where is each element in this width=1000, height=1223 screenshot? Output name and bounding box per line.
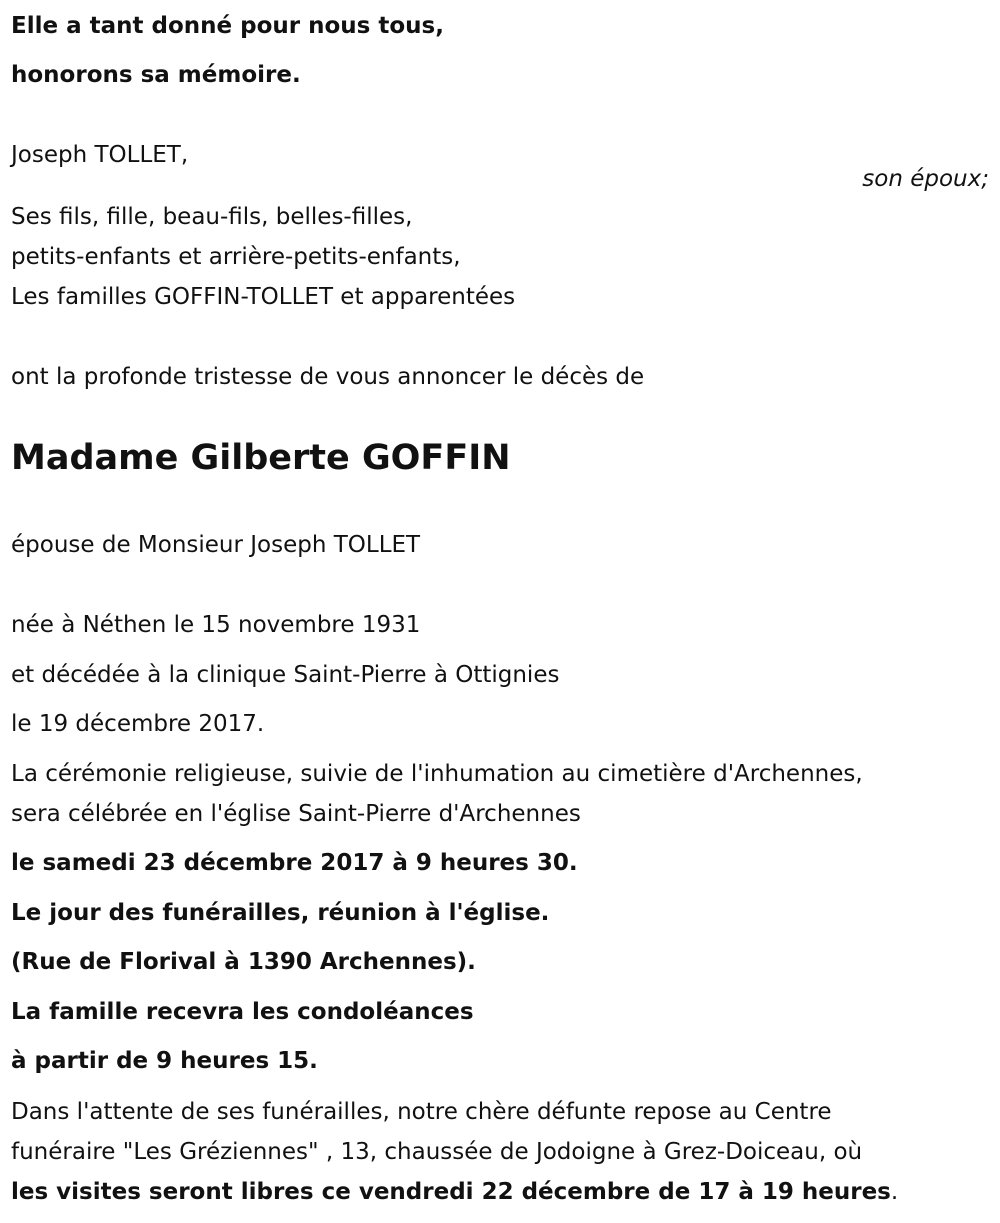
deceased-spouse: épouse de Monsieur Joseph TOLLET bbox=[11, 532, 421, 558]
visitation-line-2: funéraire "Les Gréziennes" , 13, chaussée de Jodoigne à Grez-Doiceau, où bbox=[11, 1139, 863, 1165]
birth-info: née à Néthen le 15 novembre 1931 bbox=[11, 612, 421, 638]
husband-role: son époux; bbox=[862, 166, 989, 192]
family-line-3: Les familles GOFFIN-TOLLET et apparentées bbox=[11, 284, 516, 310]
announcement: ont la profonde tristesse de vous annoncer le décès de bbox=[11, 364, 645, 390]
visitation-hours: les visites seront libres ce vendredi 22 décembre de 17 à 19 heures bbox=[11, 1179, 891, 1205]
condolences-line-2: à partir de 9 heures 15. bbox=[11, 1048, 318, 1074]
ceremony-line-2: sera célébrée en l'église Saint-Pierre d'Archennes bbox=[11, 801, 581, 827]
ceremony-line-1: La cérémonie religieuse, suivie de l'inhumation au cimetière d'Archennes, bbox=[11, 761, 863, 787]
visitation-line-1: Dans l'attente de ses funérailles, notre chère défunte repose au Centre bbox=[11, 1099, 832, 1125]
visitation-period: . bbox=[890, 1179, 899, 1205]
husband-name: Joseph TOLLET, bbox=[11, 142, 189, 168]
ceremony-meeting: Le jour des funérailles, réunion à l'église. bbox=[11, 900, 550, 926]
family-line-1: Ses fils, fille, beau-fils, belles-filles, bbox=[11, 204, 413, 230]
intro-line-2: honorons sa mémoire. bbox=[11, 62, 301, 88]
ceremony-address: (Rue de Florival à 1390 Archennes). bbox=[11, 949, 476, 975]
family-line-2: petits-enfants et arrière-petits-enfants, bbox=[11, 244, 461, 270]
visitation-line-3 bbox=[11, 1178, 898, 1206]
intro-line-1: Elle a tant donné pour nous tous, bbox=[11, 13, 444, 39]
death-date: le 19 décembre 2017. bbox=[11, 711, 265, 737]
death-place: et décédée à la clinique Saint-Pierre à Ottignies bbox=[11, 662, 560, 688]
condolences-line-1: La famille recevra les condoléances bbox=[11, 999, 474, 1025]
ceremony-date: le samedi 23 décembre 2017 à 9 heures 30. bbox=[11, 850, 578, 876]
deceased-name: Madame Gilberte GOFFIN bbox=[11, 438, 511, 478]
